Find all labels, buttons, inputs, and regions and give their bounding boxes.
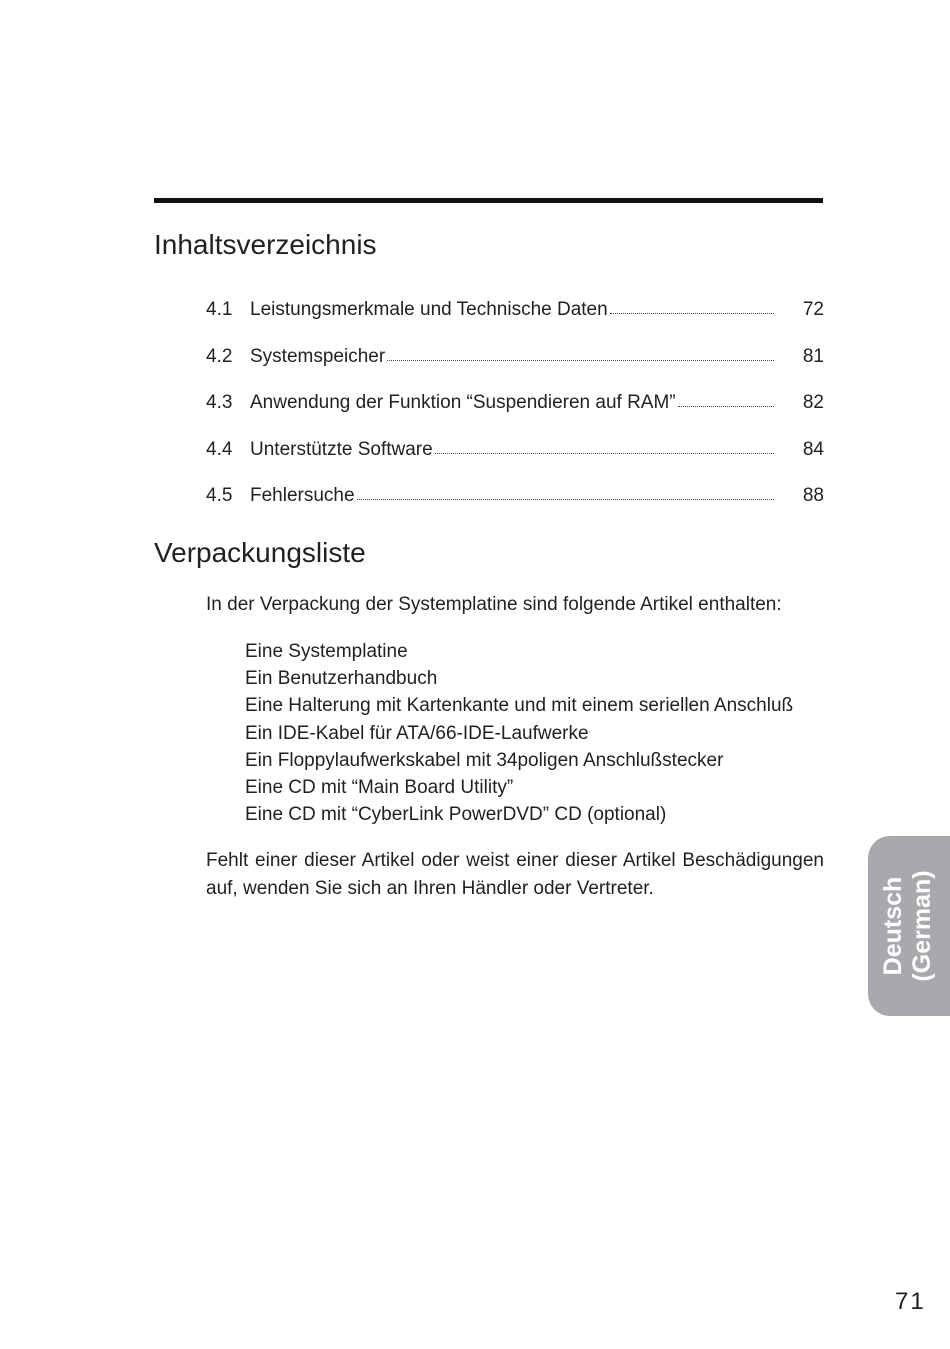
toc-entry-page: 88 [802, 485, 824, 506]
toc-entry-title-line [250, 295, 774, 325]
toc-entry-title: Unterstützte Software [250, 438, 433, 460]
toc-entry[interactable] [206, 435, 824, 465]
toc-entry-number: 4.3 [206, 392, 233, 413]
language-tab-line2: (German) [908, 870, 936, 982]
toc-entry[interactable] [206, 481, 824, 511]
toc-entry-title-line [250, 481, 774, 511]
toc-entry-page: 72 [802, 299, 824, 320]
toc-entry-title-line [250, 342, 774, 372]
dot-leader [678, 406, 774, 407]
toc-entry-page: 84 [802, 438, 824, 460]
toc-entry-number: 4.1 [206, 299, 233, 320]
list-item: Ein Benutzerhandbuch [245, 668, 438, 690]
toc-entry-title-line [250, 435, 774, 465]
dot-leader [357, 499, 774, 500]
list-item: Eine Systemplatine [245, 641, 408, 662]
list-item: Ein IDE-Kabel für ATA/66-IDE-Laufwerke [245, 722, 589, 744]
toc-entry-number: 4.2 [206, 345, 233, 367]
toc-entry-title: Anwendung der Funktion “Suspendieren auf RAM” [250, 392, 676, 413]
dot-leader [610, 313, 774, 314]
language-tab-line1: Deutsch [879, 876, 907, 976]
toc-entry-number: 4.4 [206, 438, 233, 460]
toc-entry[interactable] [206, 388, 824, 418]
packing-list-heading: Verpackungsliste [154, 537, 366, 568]
dot-leader [435, 453, 774, 454]
dot-leader [387, 360, 774, 361]
toc-entry[interactable] [206, 342, 824, 372]
toc-heading: Inhaltsverzeichnis [154, 229, 377, 260]
toc-entry-number: 4.5 [206, 485, 233, 506]
toc-entry-title: Systemspeicher [250, 345, 386, 367]
packing-intro: In der Verpackung der Systemplatine sind folgende Artikel enthalten: [206, 594, 782, 615]
table-of-contents [206, 295, 824, 528]
top-rule [154, 198, 823, 203]
toc-entry-title: Fehlersuche [250, 485, 355, 506]
page-number: 71 [895, 1288, 926, 1315]
packing-items [245, 638, 793, 828]
list-item: Eine CD mit “Main Board Utility” [245, 777, 514, 799]
language-tab-label [879, 870, 937, 981]
toc-entry[interactable] [206, 295, 824, 325]
toc-entry-page: 81 [802, 345, 824, 367]
packing-closing-note: Fehlt einer dieser Artikel oder weist einer dieser Artikel Beschädigungen auf, wenden Sie sich an Ihren Händler oder Vertreter. [206, 850, 824, 899]
list-item: Eine Halterung mit Kartenkante und mit einem seriellen Anschluß [245, 695, 794, 717]
list-item: Eine CD mit “CyberLink PowerDVD” CD (optional) [245, 804, 667, 826]
toc-entry-page: 82 [802, 392, 824, 413]
list-item: Ein Floppylaufwerkskabel mit 34poligen Anschlußstecker [245, 749, 724, 771]
toc-entry-title-line [250, 388, 774, 418]
toc-entry-title: Leistungsmerkmale und Technische Daten [250, 299, 608, 320]
